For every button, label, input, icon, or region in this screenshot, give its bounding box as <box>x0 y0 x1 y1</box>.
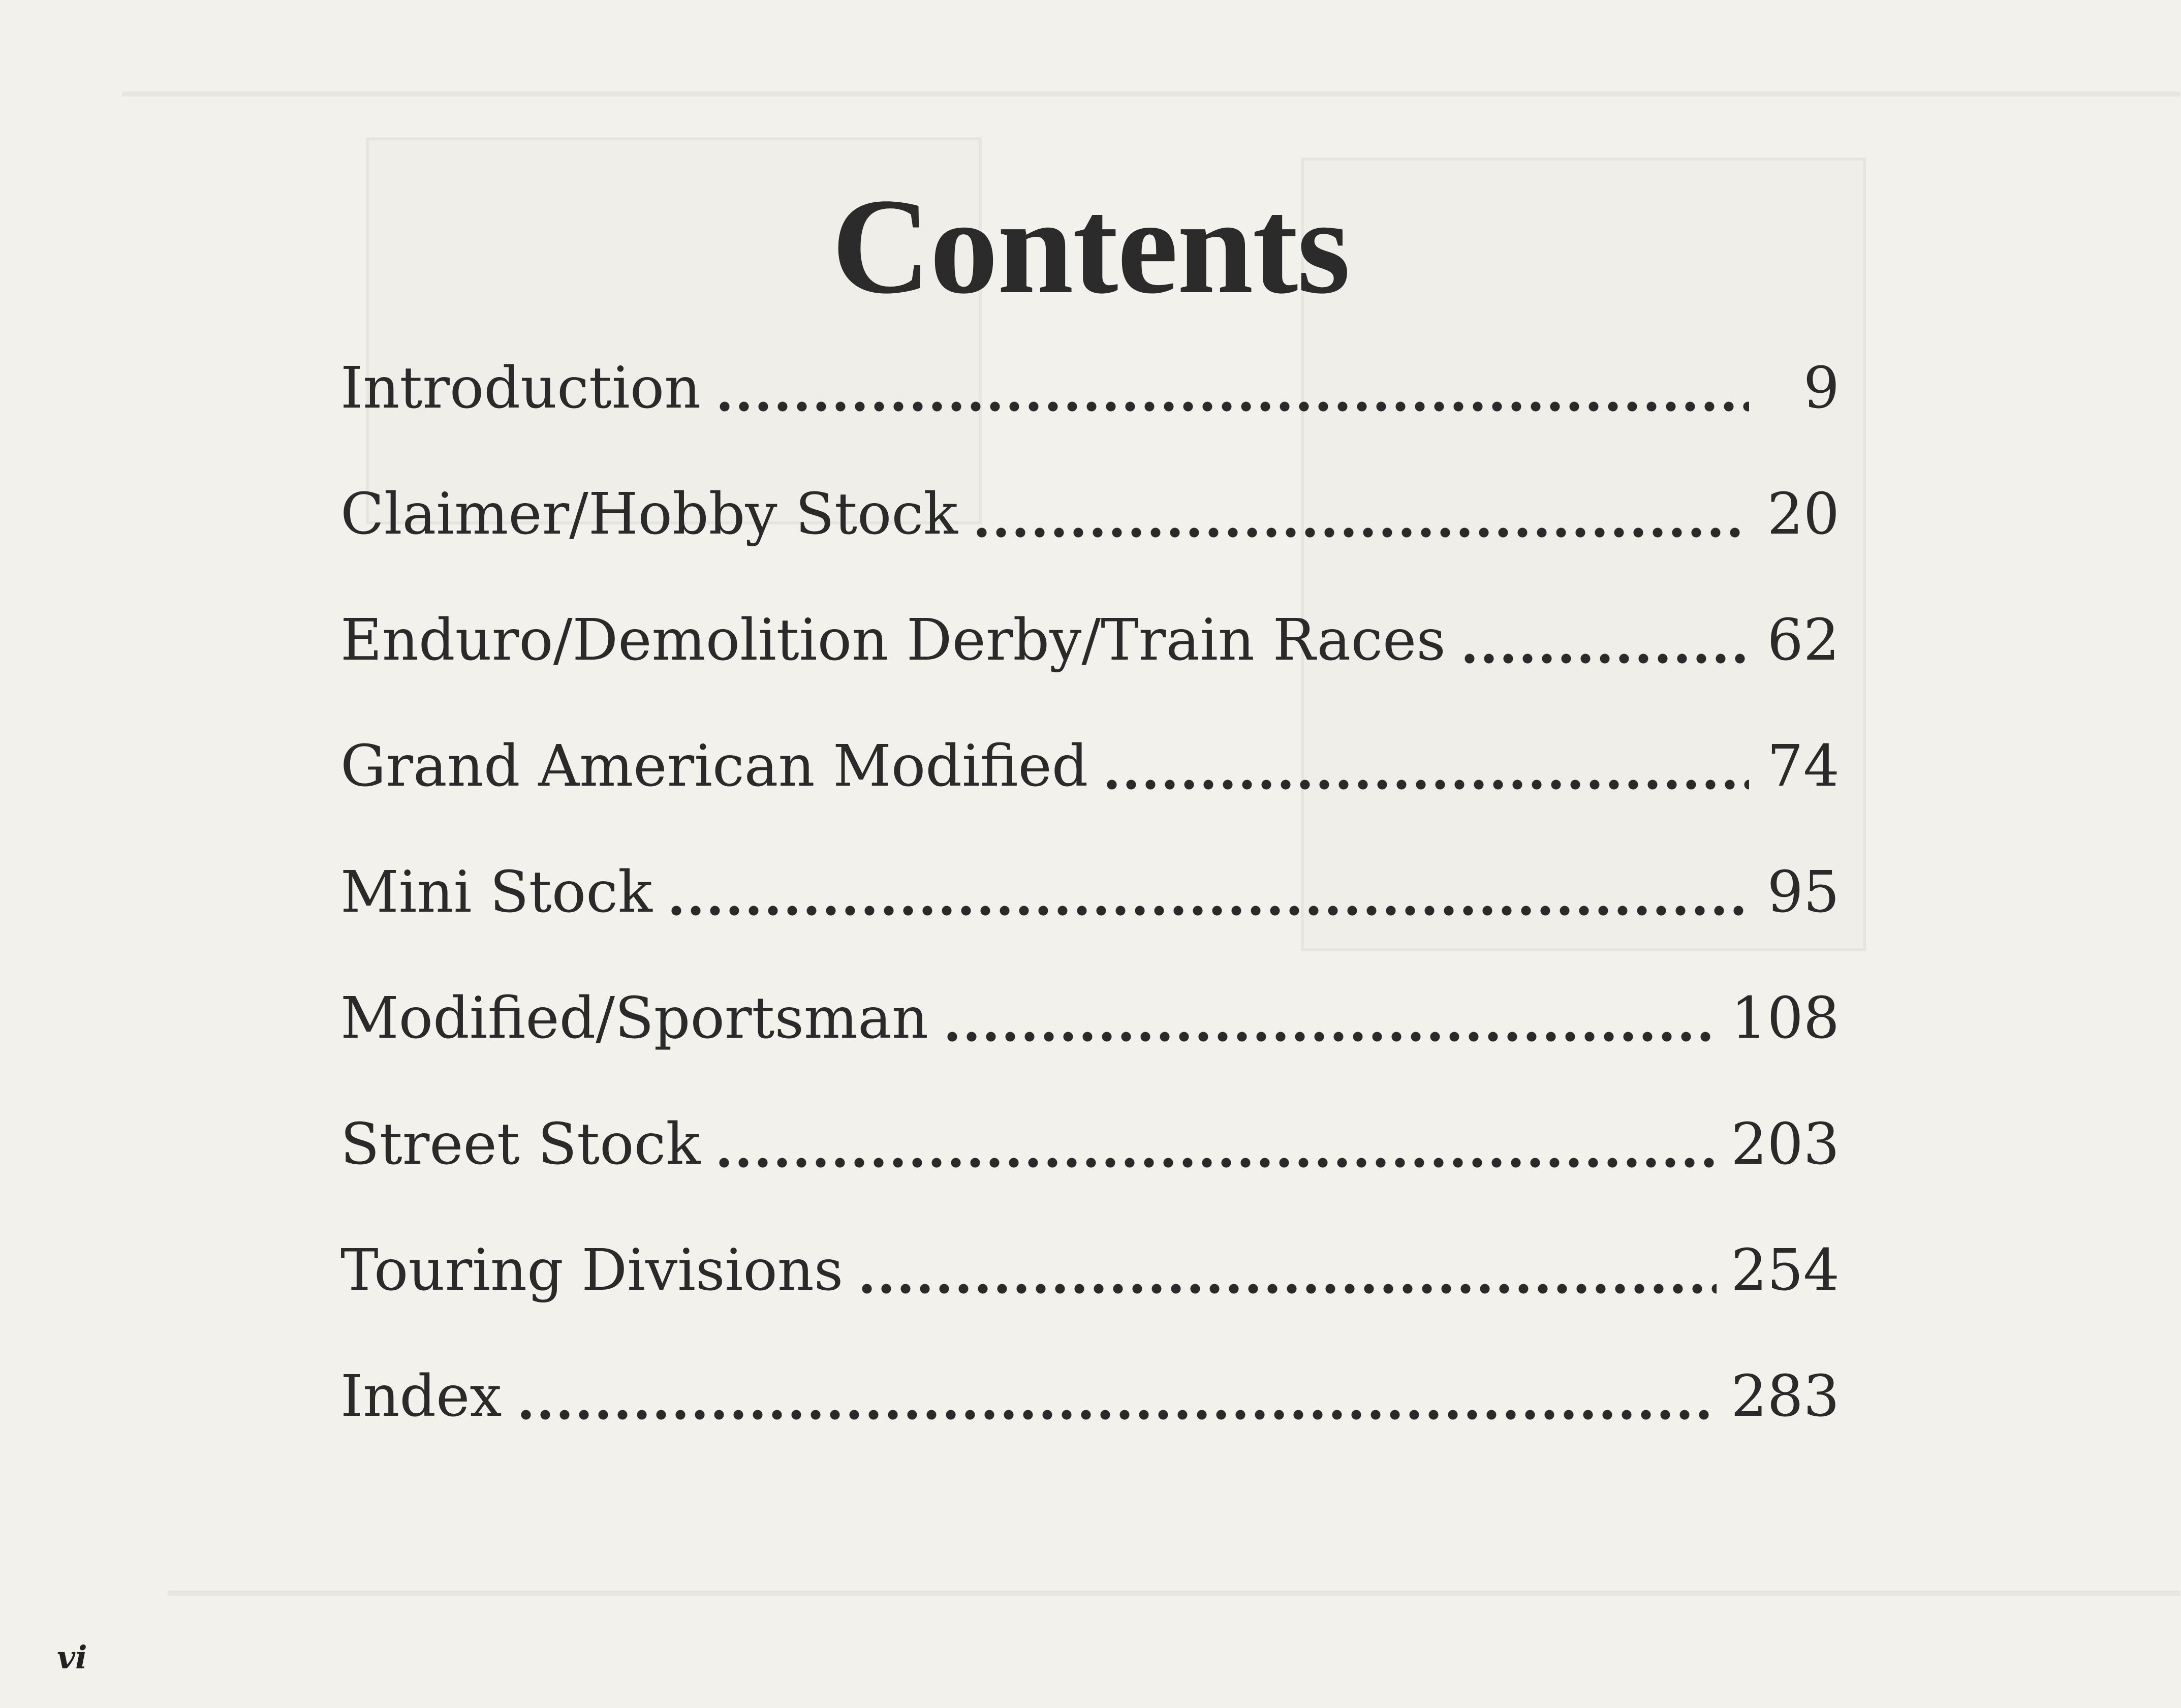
page-title: Contents <box>831 170 1350 322</box>
dot-leader <box>667 864 1749 921</box>
toc-entry-page-number: 95 <box>1767 859 1840 925</box>
show-through-rule-top <box>122 91 2180 97</box>
dot-leader <box>972 486 1749 543</box>
toc-entry-label: Modified/Sportsman <box>340 985 929 1051</box>
toc-entry-label: Introduction <box>340 355 701 421</box>
dot-leader <box>1102 738 1749 795</box>
dot-leader <box>857 1242 1717 1299</box>
toc-entry-mini-stock <box>340 855 1840 981</box>
toc-entry-grand-american-modified <box>340 729 1840 855</box>
toc-entry-label: Touring Divisions <box>340 1237 844 1303</box>
toc-entry-label: Street Stock <box>340 1111 701 1177</box>
toc-entry-page-number: 9 <box>1803 355 1840 421</box>
toc-entry-introduction <box>340 351 1840 477</box>
dot-leader <box>516 1368 1717 1425</box>
toc-entry-page-number: 20 <box>1767 481 1840 547</box>
dot-leader <box>715 360 1749 417</box>
toc-entry-label: Mini Stock <box>340 859 652 925</box>
toc-entry-page-number: 108 <box>1731 985 1840 1051</box>
table-of-contents <box>340 351 1840 1485</box>
dot-leader <box>943 990 1717 1047</box>
toc-entry-page-number: 62 <box>1767 607 1840 673</box>
toc-entry-page-number: 283 <box>1731 1363 1840 1430</box>
toc-entry-touring-divisions <box>340 1233 1840 1359</box>
toc-entry-index <box>340 1359 1840 1485</box>
dot-leader <box>1460 612 1749 669</box>
toc-entry-label: Claimer/Hobby Stock <box>340 481 958 547</box>
toc-entry-label: Grand American Modified <box>340 733 1088 799</box>
toc-entry-label: Index <box>340 1363 502 1430</box>
show-through-rule-bottom <box>168 1591 2180 1596</box>
toc-entry-enduro-demolition-derby <box>340 603 1840 729</box>
toc-entry-claimer-hobby-stock <box>340 477 1840 603</box>
toc-entry-page-number: 203 <box>1731 1111 1840 1177</box>
toc-entry-label: Enduro/Demolition Derby/Train Races <box>340 607 1446 673</box>
dot-leader <box>714 1116 1717 1173</box>
page-folio: vi <box>57 1639 87 1676</box>
toc-entry-modified-sportsman <box>340 981 1840 1107</box>
toc-entry-page-number: 254 <box>1731 1237 1840 1303</box>
toc-entry-page-number: 74 <box>1767 733 1840 799</box>
toc-entry-street-stock <box>340 1107 1840 1233</box>
